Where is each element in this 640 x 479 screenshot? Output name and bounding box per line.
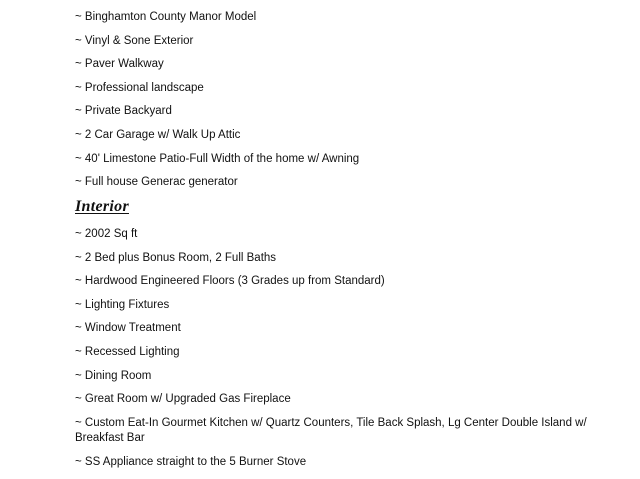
list-item: ~ Lighting Fixtures (75, 298, 170, 311)
interior-features-list (75, 227, 595, 479)
list-item: ~ Recessed Lighting (75, 345, 180, 358)
list-item: ~ 2002 Sq ft (75, 228, 138, 240)
list-item: ~ Custom Eat-In Gourmet Kitchen w/ Quartz Counters, Tile Back Splash, Lg Center Double Island w/ Breakfast Bar (75, 416, 587, 445)
list-item: ~ 2 Car Garage w/ Walk Up Attic (75, 128, 241, 141)
list-item: ~ SS Appliance straight to the 5 Burner Stove (75, 456, 307, 469)
list-item: ~ Vinyl & Sone Exterior (75, 34, 194, 47)
interior-heading: Interior (75, 198, 129, 215)
exterior-features-list (75, 10, 595, 199)
list-item: ~ Private Backyard (75, 105, 172, 118)
list-item: ~ Dining Room (75, 369, 152, 382)
list-item: ~ 2 Bed plus Bonus Room, 2 Full Baths (75, 251, 277, 264)
list-item: ~ Great Room w/ Upgraded Gas Fireplace (75, 393, 291, 406)
list-item: ~ Full house Generac generator (75, 176, 238, 189)
list-item: ~ 40' Limestone Patio-Full Width of the home w/ Awning (75, 152, 360, 165)
list-item: ~ Professional landscape (75, 81, 204, 94)
list-item: ~ Binghamton County Manor Model (75, 11, 257, 23)
list-item: ~ Window Treatment (75, 322, 181, 335)
list-item: ~ Paver Walkway (75, 58, 164, 71)
list-item: ~ Hardwood Engineered Floors (3 Grades up from Standard) (75, 275, 385, 288)
